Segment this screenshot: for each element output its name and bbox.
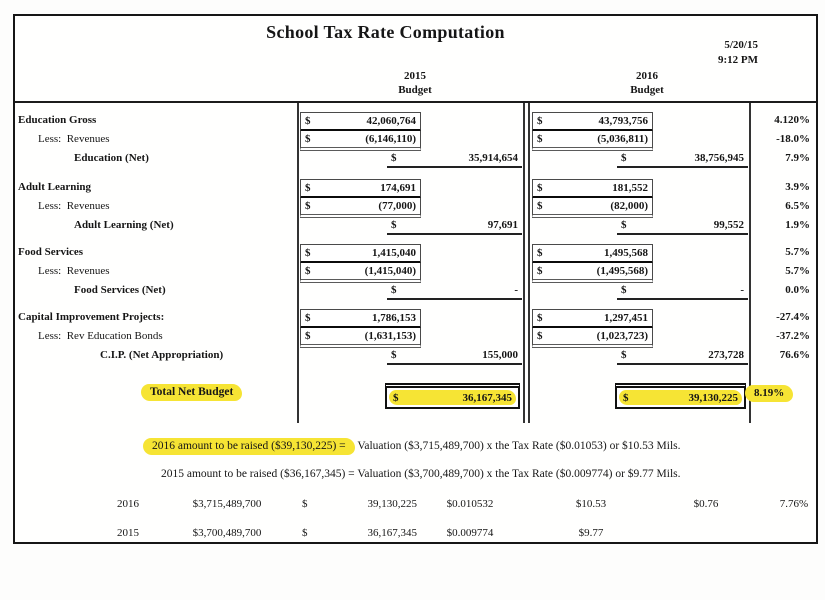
dollar-sign: $ — [391, 349, 397, 361]
column-header-2015: 2015 Budget — [398, 70, 432, 96]
dollar-sign: $ — [305, 247, 311, 259]
summary-year: 2016 — [117, 498, 139, 510]
net-2016: $ 273,728 — [617, 347, 748, 365]
value-2015: $ 1,786,153 — [300, 309, 421, 329]
table-row — [15, 131, 816, 150]
value-2015: $ 42,060,764 — [300, 112, 421, 132]
dollar-sign: $ — [537, 247, 543, 259]
pct-change: 5.7% — [785, 265, 810, 277]
net-2015: $ 97,691 — [387, 217, 522, 235]
row-label: Capital Improvement Projects: — [18, 311, 165, 323]
dollar-sign: $ — [621, 219, 627, 231]
value-2015: $ (1,415,040) — [300, 263, 421, 283]
summary-row-2015 — [15, 527, 816, 542]
dollar-sign: $ — [621, 349, 627, 361]
row-label: Less: Revenues — [38, 265, 110, 277]
print-datetime — [718, 38, 758, 68]
dollar-sign: $ — [305, 312, 311, 324]
net-2016: $ 99,552 — [617, 217, 748, 235]
note-2015: 2015 amount to be raised ($36,167,345) = Valuation ($3,700,489,700) x the Tax Rate ($0.009774) or $9.77 Mils. — [161, 468, 681, 480]
pct-change: 76.6% — [779, 349, 810, 361]
pct-change: 3.9% — [785, 181, 810, 193]
print-date: 5/20/15 — [724, 39, 758, 51]
dollar-sign: $ — [302, 498, 308, 510]
value-2016: $ 181,552 — [532, 179, 653, 199]
dollar-sign: $ — [623, 391, 629, 404]
value-2015: $ (77,000) — [300, 198, 421, 218]
net-2015: $ - — [387, 282, 522, 300]
table-row — [15, 328, 816, 347]
dollar-sign: $ — [537, 115, 543, 127]
net-2016: $ - — [617, 282, 748, 300]
summary-pct: 7.76% — [779, 498, 809, 510]
pct-change: -27.4% — [776, 311, 810, 323]
table-row — [15, 244, 816, 263]
pct-change: 1.9% — [785, 219, 810, 231]
row-label: Less: Rev Education Bonds — [38, 330, 163, 342]
dollar-sign: $ — [305, 133, 311, 145]
note-2016-highlight: 2016 amount to be raised ($39,130,225) = — [143, 438, 355, 455]
pct-change: -18.0% — [776, 133, 810, 145]
value-2015: $ 174,691 — [300, 179, 421, 199]
pct-change: -37.2% — [776, 330, 810, 342]
dollar-sign: $ — [537, 330, 543, 342]
row-label: Food Services (Net) — [74, 284, 166, 296]
value-2016: $ (1,023,723) — [532, 328, 653, 348]
total-2016-highlight: $ 39,130,225 — [619, 390, 742, 405]
dollar-sign: $ — [621, 284, 627, 296]
dollar-sign: $ — [393, 391, 399, 404]
dollar-sign: $ — [537, 200, 543, 212]
pct-change: 4.120% — [774, 114, 810, 126]
summary-year: 2015 — [117, 527, 139, 539]
table-row — [15, 263, 816, 282]
dollar-sign: $ — [305, 115, 311, 127]
summary-amount: 36,167,345 — [367, 527, 417, 539]
dollar-sign: $ — [305, 330, 311, 342]
table-row — [15, 150, 816, 169]
total-2015-highlight: $ 36,167,345 — [389, 390, 516, 405]
dollar-sign: $ — [621, 152, 627, 164]
pct-change: 5.7% — [785, 246, 810, 258]
row-label: Education (Net) — [74, 152, 149, 164]
summary-mils: $9.77 — [578, 527, 604, 539]
computation-table — [15, 103, 816, 425]
pct-change: 7.9% — [785, 152, 810, 164]
row-label: Food Services — [18, 246, 84, 258]
table-row — [15, 112, 816, 131]
summary-delta: $0.76 — [693, 498, 719, 510]
dollar-sign: $ — [537, 182, 543, 194]
column-header-2016: 2016 Budget — [630, 70, 664, 96]
summary-row-2016 — [15, 498, 816, 513]
table-row — [15, 282, 816, 301]
value-2016: $ (82,000) — [532, 198, 653, 218]
dollar-sign: $ — [391, 152, 397, 164]
table-row — [15, 217, 816, 236]
note-2016: 2016 amount to be raised ($39,130,225) = Valuation ($3,715,489,700) x the Tax Rate ($0.01053) or $10.53 Mils. — [143, 440, 681, 452]
value-2015: $ (1,631,153) — [300, 328, 421, 348]
row-label: C.I.P. (Net Appropriation) — [100, 349, 224, 361]
table-row — [15, 347, 816, 366]
value-2016: $ (5,036,811) — [532, 131, 653, 151]
total-net-budget-row — [15, 383, 816, 407]
total-2016 — [615, 383, 746, 409]
row-label: Adult Learning — [18, 181, 92, 193]
summary-amount: 39,130,225 — [367, 498, 417, 510]
row-label: Less: Revenues — [38, 133, 110, 145]
total-pct-highlighted: 8.19% — [745, 385, 793, 402]
value-2015: $ (6,146,110) — [300, 131, 421, 151]
value-2016: $ (1,495,568) — [532, 263, 653, 283]
table-row — [15, 179, 816, 198]
value-2016: $ 1,297,451 — [532, 309, 653, 329]
table-row — [15, 309, 816, 328]
value-2015: $ 1,415,040 — [300, 244, 421, 264]
row-label: Less: Revenues — [38, 200, 110, 212]
pct-change: 6.5% — [785, 200, 810, 212]
print-time: 9:12 PM — [717, 54, 758, 66]
summary-mils: $10.53 — [575, 498, 607, 510]
value-2016: $ 43,793,756 — [532, 112, 653, 132]
dollar-sign: $ — [305, 265, 311, 277]
dollar-sign: $ — [305, 200, 311, 212]
value-2016: $ 1,495,568 — [532, 244, 653, 264]
row-label: Adult Learning (Net) — [74, 219, 174, 231]
dollar-sign: $ — [537, 312, 543, 324]
summary-tax-rate: $0.010532 — [446, 498, 494, 510]
dollar-sign: $ — [537, 265, 543, 277]
total-label-highlighted: Total Net Budget — [141, 384, 242, 401]
net-2015: $ 155,000 — [387, 347, 522, 365]
summary-tax-rate: $0.009774 — [446, 527, 494, 539]
summary-valuation: $3,715,489,700 — [192, 498, 262, 510]
net-2016: $ 38,756,945 — [617, 150, 748, 168]
net-2015: $ 35,914,654 — [387, 150, 522, 168]
dollar-sign: $ — [391, 284, 397, 296]
summary-valuation: $3,700,489,700 — [192, 527, 262, 539]
dollar-sign: $ — [302, 527, 308, 539]
table-row — [15, 198, 816, 217]
total-2015 — [385, 383, 520, 409]
dollar-sign: $ — [305, 182, 311, 194]
dollar-sign: $ — [391, 219, 397, 231]
pct-change: 0.0% — [785, 284, 810, 296]
row-label: Education Gross — [18, 114, 97, 126]
page-title: School Tax Rate Computation — [266, 22, 505, 42]
document-page — [13, 14, 818, 544]
dollar-sign: $ — [537, 133, 543, 145]
